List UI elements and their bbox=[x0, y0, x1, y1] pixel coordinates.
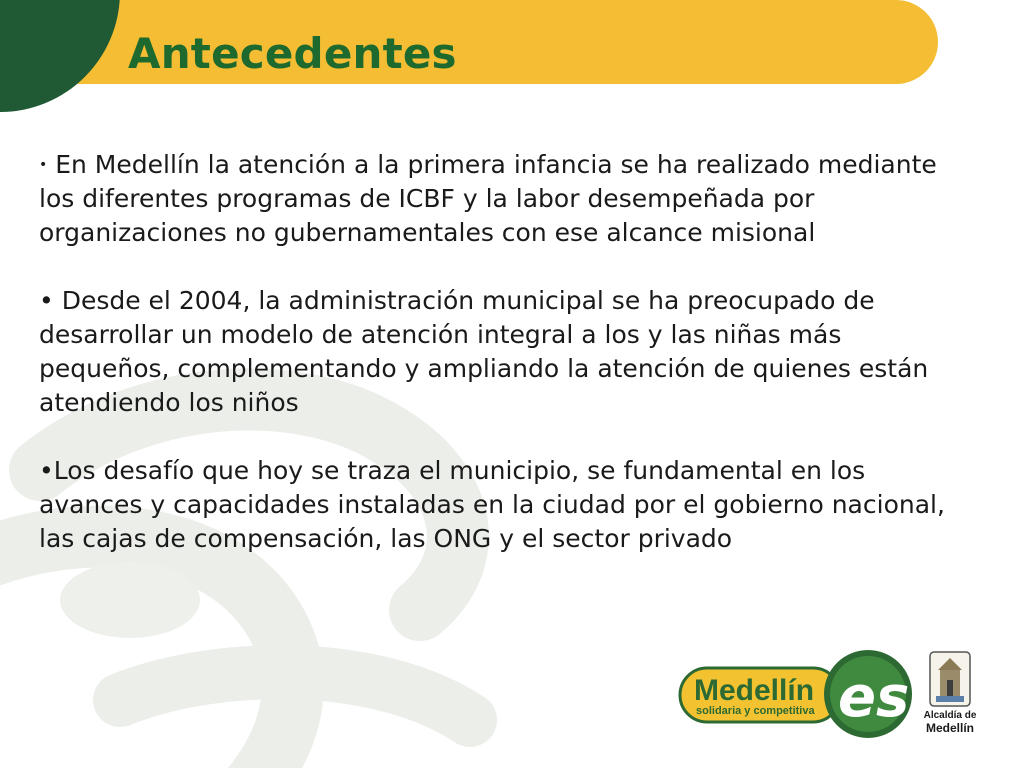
medellin-logo-name: Medellín bbox=[694, 674, 815, 707]
bullet-item bbox=[39, 284, 959, 420]
alcaldia-label bbox=[914, 710, 986, 734]
alcaldia-logo bbox=[914, 650, 986, 740]
medellin-logo-tagline: solidaria y competitiva bbox=[696, 705, 815, 717]
bullet-mark: • bbox=[39, 286, 54, 315]
medellin-logo bbox=[678, 650, 918, 742]
alcaldia-label-line1: Alcaldía de bbox=[923, 710, 977, 721]
bullet-text: En Medellín la atención a la primera infancia se ha realizado mediante los diferentes programas de ICBF y la labor desempeñada por organizaciones no gubernamentales con ese alcance misional bbox=[39, 150, 937, 247]
alcaldia-label-line2: Medellín bbox=[925, 721, 974, 735]
bullet-mark: • bbox=[39, 157, 48, 173]
bullet-text: Los desafío que hoy se traza el municipio, se fundamental en los avances y capacidades instaladas en la ciudad por el gobierno nacional, las cajas de compensación, las ONG y el sector privado bbox=[39, 456, 945, 553]
slide-title: Antecedentes bbox=[128, 29, 457, 78]
bullet-item bbox=[39, 454, 959, 556]
bullet-list bbox=[39, 148, 959, 590]
coat-of-arms-icon bbox=[914, 650, 986, 710]
es-logo-mark: es bbox=[838, 665, 910, 730]
bullet-item bbox=[39, 148, 959, 250]
bullet-mark: • bbox=[39, 456, 54, 485]
bullet-text: Desde el 2004, la administración municipal se ha preocupado de desarrollar un modelo de atención integral a los y las niñas más pequeños, complementando y ampliando la atención de quienes están atendiendo los niños bbox=[39, 286, 929, 417]
